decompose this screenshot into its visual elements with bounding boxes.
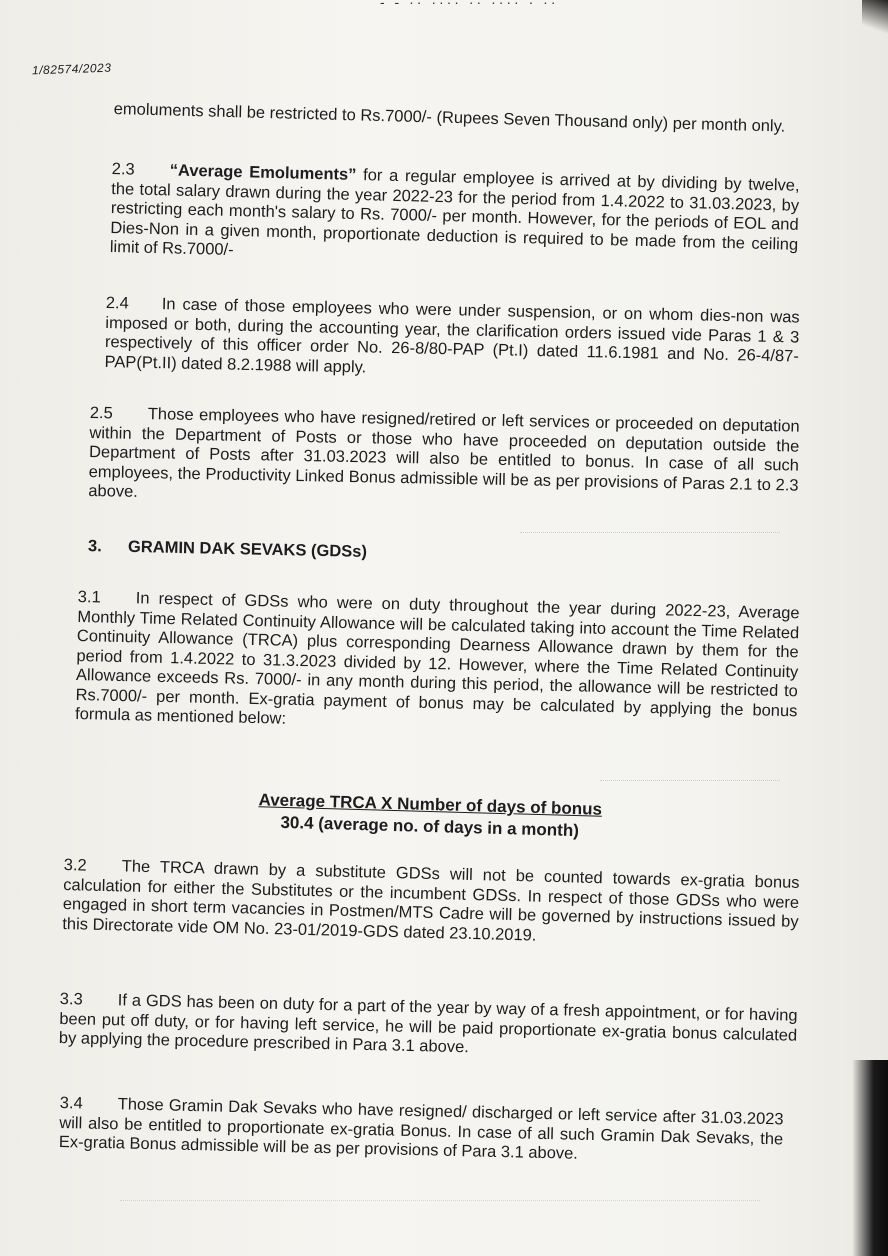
paragraph-number: 2.3 xyxy=(111,160,135,179)
section-heading xyxy=(88,537,367,562)
paragraph-3-3 xyxy=(59,990,798,1065)
paragraph-text: If a GDS has been on duty for a part of the year by way of a fresh appointment, or for having been put off duty, or for having left service, he will be paid proportionate ex-gratia bonus calculated by applying the procedure prescribed in Para 3.1 above. xyxy=(58,991,798,1057)
paragraph-text: The TRCA drawn by a substitute GDSs will not be counted towards ex-gratia bonus calculation for either the Substitutes or the incumbent GDSs. In respect of those GDSs who were engaged in short term vacancies in Postmen/MTS Cadre will be governed by instructions issued by this Directorate vide OM No. 23-01/2019-GDS dated 23.10.2019. xyxy=(62,857,800,945)
bleed-through-mark xyxy=(120,1200,760,1241)
paragraph-text: In case of those employees who were under suspension, or on whom dies-non was imposed or both, during the accounting year, the clarification orders issued vide Paras 1 & 3 respectively of this officer order No. 26-8/80-PAP (Pt.I) dated 11.6.1981 and No. 26-4/87-PAP(Pt.II) dated 8.2.1988 will apply. xyxy=(104,295,800,376)
paragraph-text: Those employees who have resigned/retired or left services or proceeded on deputation within the Department of Posts or those who have proceeded on deputation outside the Department of Posts after 31.03.2023 will also be entitled to bonus. In case of all such employees, the Productivity Linked Bonus admissible will be as per provisions of Paras 2.1 to 2.3 above. xyxy=(88,405,800,501)
paragraph-continuation xyxy=(113,100,799,137)
formula-denominator: 30.4 (average no. of days in a month) xyxy=(280,812,580,841)
paragraph-number: 3.4 xyxy=(59,1094,83,1113)
scan-shadow-edge xyxy=(852,1060,888,1256)
top-stamp: - - ·· ···· ·· ···· · ·· xyxy=(380,0,559,10)
paragraph-2-3 xyxy=(110,160,800,274)
paragraph-3-1 xyxy=(75,588,800,741)
paragraph-text: Those Gramin Dak Sevaks who have resigned/ discharged or left service after 31.03.2023 will also be entitled to proportionate ex-gratia Bonus. In case of all such Gramin Dak Sevaks, the Ex-gratia Bonus admissible will be as per provisions of Para 3.1 above. xyxy=(58,1095,784,1163)
section-number: 3. xyxy=(87,537,102,556)
section-title: GRAMIN DAK SEVAKS (GDSs) xyxy=(127,537,368,561)
reference-number: 1/82574/2023 xyxy=(31,60,112,78)
paragraph-number: 3.2 xyxy=(63,856,87,875)
paragraph-2-5 xyxy=(88,404,800,515)
formula-numerator: Average TRCA X Number of days of bonus xyxy=(258,790,603,819)
paragraph-3-2 xyxy=(62,856,800,952)
paragraph-number: 3.1 xyxy=(77,588,101,607)
paragraph-2-4 xyxy=(104,294,799,387)
paragraph-text: emoluments shall be restricted to Rs.7000/- (Rupees Seven Thousand only) per month only. xyxy=(113,100,786,136)
paragraph-3-4 xyxy=(59,1094,784,1169)
paragraph-text: In respect of GDSs who were on duty throughout the year during 2022-23, Average Monthly Time Related Continuity Allowance will be calculated taking into account the Time Related Continuity Allowance (TRCA) plus corresponding Dearness Allowance drawn by them for the period from 1.4.2022 to 31.3.2023 divided by 12. However, where the Time Related Continuity Allowance exceeds Rs. 7000/- in any month during this period, the allowance will be restricted to Rs.7000/- per month. Ex-gratia payment of bonus may be calculated by applying the bonus formula as mentioned below: xyxy=(74,589,800,728)
paragraph-number: 2.4 xyxy=(105,294,129,313)
bleed-through-mark xyxy=(520,532,780,589)
paragraph-text: for a regular employee is arrived at by dividing by twelve, the total salary drawn during the year 2022-23 for the period from 1.4.2022 to 31.03.2023, by restricting each month's salary to Rs. 7000/- per month. However, for the periods of EOL and Dies-Non in a given month, proportionate deduction is required to be made from the ceiling limit of Rs.7000/- xyxy=(109,165,800,259)
bonus-formula xyxy=(219,789,640,843)
paragraph-number: 3.3 xyxy=(59,990,83,1009)
bold-term: “Average Emoluments” xyxy=(169,161,357,184)
scan-shadow-corner xyxy=(862,0,888,40)
paragraph-number: 2.5 xyxy=(89,404,113,423)
